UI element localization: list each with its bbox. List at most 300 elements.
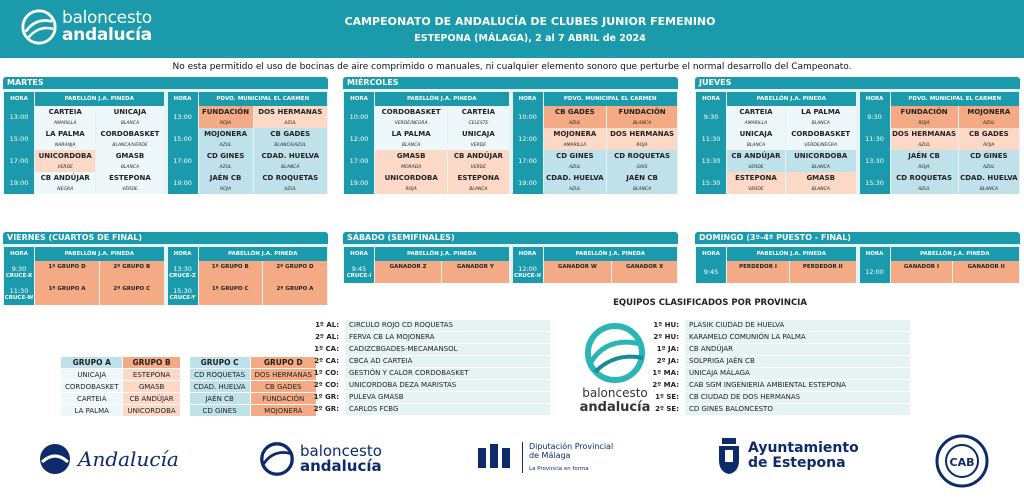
clasificado-position: 2º JA: [656,357,679,365]
clasificado-row [640,356,910,367]
kit-color: BLANCA/AZUL [274,143,307,148]
team-name: FUNDACIÓN [201,108,250,116]
schedule-table [343,92,510,194]
team-name: LA PALMA [45,130,85,138]
clasificado-position: 2º CA: [314,357,339,365]
match-time-value: 11:30 [9,287,29,295]
team-name: GANADOR I [903,264,939,270]
match-row [696,128,856,150]
group-d-header: GRUPO D [251,357,316,368]
cruce-label: CRUCE-Z [169,273,196,279]
team-cell [35,283,99,305]
team-cell [727,150,785,172]
kit-color: BLANCA [120,165,140,170]
clasificado-row [300,356,550,367]
group-cell: FUNDACIÓN [251,393,316,404]
clasificado-team: CD GINES BALONCESTO [685,404,910,415]
kit-color: AZUL [219,143,232,148]
team-name: 1º GRUPO D [48,264,86,270]
day-title: JUEVES [695,77,1020,89]
match-row [4,283,164,305]
team-cell [448,128,508,150]
andalucia-logo [38,442,179,476]
team-cell [35,128,95,150]
match-time-value: 15:30 [173,287,192,295]
kit-color: AZUL [568,187,581,192]
match-row [4,128,164,150]
clasificado-position: 1º SE: [655,393,679,401]
team-cell [199,128,253,150]
team-name: CB GADES [270,130,311,138]
team-cell [891,106,958,128]
venue-header: PABELLÓN J.A. PINEDA [375,247,509,261]
kit-color: AZUL [568,165,581,170]
kit-color: AZUL [568,121,581,126]
clasificado-row [640,368,910,379]
andalucia-icon [38,442,72,476]
clasificado-team: GESTIÓN Y CALOR CORDOBASKET [345,368,550,379]
team-name: 1º GRUPO C [211,286,249,292]
team-name: CD ROQUETAS [614,152,670,160]
team-name: LA PALMA [391,130,431,138]
team-name: GANADOR Z [389,264,427,270]
cruce-label: CRUCE-Y [169,295,196,301]
group-cell: JAÉN CB [190,393,250,404]
match-row [696,172,856,194]
notice-text: No esta permitido el uso de bocinas de aire comprimido o manuales, ni cualquier elemento sonoro que perturbe el normal desarrollo del Campeonato. [172,62,852,72]
clasificado-row [640,392,910,403]
day-title: MARTES [3,77,328,89]
clasificado-team: CBCA AD CARTEIA [345,356,550,367]
match-time [4,283,34,305]
groups-table [60,356,317,417]
group-cell: CDAD. HUELVA [190,381,250,392]
header-banner [0,0,1024,58]
team-name: UNICAJA [113,108,147,116]
venue-header: PABELLÓN J.A. PINEDA [35,92,164,106]
kit-color: AMARILLA [563,143,587,148]
center-logo-line-1: baloncesto [582,386,648,400]
kit-color: BLANCA [632,187,652,192]
kit-color: VERDE [748,165,764,170]
kit-color: VERDE [470,165,487,170]
clasificado-position: 1º JA: [656,345,679,353]
match-time-value: 12:00 [865,268,884,276]
match-time [696,150,726,172]
team-cell [100,283,163,305]
logo-line-2: andalucía [62,25,152,45]
diputacion-line-2: de Málaga [529,451,571,461]
team-name: JAÉN CB [908,152,940,160]
team-cell [35,261,99,283]
team-name: 2º GRUPO C [113,286,151,292]
diputacion-line-1: Diputación Provincial [529,442,614,451]
team-name: GMASB [115,152,145,160]
kit-color: MORADA [401,165,422,170]
team-name: MOJONERA [967,108,1011,116]
team-cell [448,150,508,172]
team-name: GANADOR X [626,264,664,270]
team-cell [254,172,327,194]
clasificado-row [300,344,550,355]
kit-color: AZUL [284,187,297,192]
hora-header: HORA [4,247,34,261]
page-subtitle: ESTEPONA (MÁLAGA), 2 al 7 ABRIL de 2024 [414,33,646,44]
match-time [513,106,543,128]
team-name: CARTEIA [461,108,496,116]
clasificado-position: 1º CO: [313,369,339,377]
team-cell [375,261,441,283]
match-row [344,106,509,128]
kit-color: VERDE/NEGRA [394,121,428,126]
match-time [344,106,374,128]
match-row [860,128,1020,150]
center-logo [565,322,665,415]
team-cell [786,106,856,128]
team-name: CB ANDÚJAR [731,152,781,160]
team-cell [607,172,677,194]
hora-header: HORA [4,92,34,106]
team-cell [96,106,163,128]
diputacion-icon [476,442,518,472]
hora-header: HORA [513,92,543,106]
venue-header: PABELLÓN J.A. PINEDA [727,92,856,106]
cruce-label: CRUCE-W [4,295,34,301]
team-name: UNICORDOBA [384,174,438,182]
day-block-sabado [343,232,678,283]
clasificado-team: UNICAJA MÁLAGA [685,368,910,379]
team-name: 2º GRUPO B [113,264,151,270]
match-row [4,150,164,172]
clasificado-row [300,332,550,343]
schedule-table [859,92,1021,194]
clasificado-row [300,392,550,403]
team-name: UNICORDOBA [38,152,92,160]
clasificado-position: 2º AL: [315,333,339,341]
schedule-table [512,92,679,194]
match-time-value: 17:00 [518,157,537,165]
team-cell [786,150,856,172]
match-row [4,106,164,128]
clasificado-team: SOLPRIGA JAÉN CB [685,356,910,367]
team-name: UNICAJA [462,130,495,138]
kit-color: ROJA [219,121,232,126]
match-time-value: 11:30 [701,135,721,143]
venue-header: PABELLÓN J.A. PINEDA [544,247,678,261]
kit-color: AZUL [219,165,232,170]
kit-color: BLANCA [402,143,421,148]
kit-color: ROJA [918,165,930,170]
clasificado-position: 2º HU: [653,333,679,341]
match-time [344,150,374,172]
group-cell: UNICORDOBA [123,405,179,416]
match-time-value: 17:00 [9,157,29,165]
match-time-value: 15:00 [173,135,192,143]
kit-color: BLANCA [811,165,830,170]
kit-color: GRIS [636,165,648,170]
hora-header: HORA [168,247,198,261]
team-name: UNICAJA [739,130,773,138]
match-row [513,106,678,128]
hora-header: HORA [344,92,374,106]
team-name: CD GINES [556,152,594,160]
kit-color: VERDE [122,187,138,192]
team-name: 1º GRUPO A [48,286,86,292]
coat-of-arms-icon [716,436,742,476]
kit-color: BLANCA/VERDE [112,143,148,148]
match-row [860,150,1020,172]
footer-sponsors [0,430,1024,500]
match-time-value: 13:30 [865,157,884,165]
match-time [4,150,34,172]
team-cell [727,172,785,194]
match-row [860,172,1020,194]
team-name: MOJONERA [204,130,247,138]
team-name: CDAD. HUELVA [261,152,319,160]
kit-color: AZUL [982,121,995,126]
match-time-value: 13:00 [9,113,29,121]
team-cell [544,150,607,172]
clasificado-position: 2º GR: [313,405,339,413]
schedule-table [695,247,857,283]
team-name: JAÉN CB [626,174,658,182]
team-name: GMASB [806,174,835,182]
team-cell [959,128,1019,150]
schedule-table [512,247,679,283]
team-cell [199,283,262,305]
team-name: GANADOR W [557,264,597,270]
kit-color: VERDE [57,165,73,170]
match-row [860,261,1020,283]
club-cab-estepona-logo [935,434,989,492]
kit-color: AZUL [918,187,931,192]
hora-header: HORA [860,92,890,106]
day-title: DOMINGO (3º-4º PUESTO - FINAL) [695,232,1020,244]
group-cell: UNICAJA [61,369,122,380]
team-name: CD GINES [206,152,245,160]
team-cell [953,261,1019,283]
kit-color: AZUL [284,121,297,126]
team-cell [254,128,327,150]
hora-header: HORA [696,92,726,106]
match-time-value: 9:30 [11,265,27,273]
team-cell [612,261,677,283]
team-name: CORDOBASKET [100,130,160,138]
team-cell [35,172,95,194]
match-time [513,172,543,194]
team-cell [254,106,327,128]
schedule-table [3,247,165,305]
match-time-value: 10:00 [518,113,537,121]
venue-header: PDVO. MUNICIPAL EL CARMEN [199,92,328,106]
team-name: CD GINES [970,152,1008,160]
baloncesto-andalucia-logo [20,8,152,46]
match-time [168,128,198,150]
schedule-table [3,92,165,194]
match-row [860,106,1020,128]
group-a-header: GRUPO A [61,357,122,368]
clasificado-team: PLASIK CIUDAD DE HUELVA [685,320,910,331]
clasificados-title: EQUIPOS CLASIFICADOS POR PROVINCIA [613,298,807,308]
kit-color: BLANCA [469,187,488,192]
venue-header: PABELLÓN J.A. PINEDA [35,247,164,261]
match-time [696,106,726,128]
day-block-jueves [695,77,1020,194]
clasificado-position: 1º CA: [314,345,339,353]
team-cell [544,261,612,283]
kit-color: BLANCA [811,187,830,192]
kit-color: BLANCA [120,121,140,126]
clasificado-team: CAB SGM INGENIERIA AMBIENTAL ESTEPONA [685,380,910,391]
schedule-table [167,247,329,305]
team-name: CB ANDÚJAR [40,174,90,182]
team-cell [607,150,677,172]
match-time [344,261,374,283]
match-time [860,261,890,283]
kit-color: ROJA [918,121,930,126]
match-time [4,172,34,194]
team-cell [727,261,789,283]
kit-color: NARANJA [54,143,76,148]
team-name: ESTEPONA [457,174,500,182]
match-time [4,128,34,150]
footer-logo-line-2: andalucía [300,457,382,475]
andalucia-text: Andalucía [78,447,179,471]
team-name: CDAD. HUELVA [960,174,1018,182]
team-name: LA PALMA [801,108,841,116]
team-name: DOS HERMANAS [610,130,675,138]
team-name: CB ANDÚJAR [453,152,503,160]
team-cell [254,150,327,172]
match-row [4,172,164,194]
team-name: DOS HERMANAS [892,130,957,138]
match-time [860,128,890,150]
team-cell [199,150,253,172]
clasificado-row [300,404,550,415]
group-cell: CD GINES [190,405,250,416]
schedule-table [343,247,510,283]
clasificado-row [640,332,910,343]
team-name: PERDEDOR I [739,264,777,270]
day-title: SÁBADO (SEMIFINALES) [343,232,678,244]
match-time-value: 15:30 [701,179,721,187]
venue-header: PABELLÓN J.A. PINEDA [891,247,1020,261]
kit-color: BLANCA [979,187,998,192]
team-cell [959,106,1019,128]
clasificado-position: 2º CO: [313,381,339,389]
match-time [168,283,198,305]
clasificado-position: 1º AL: [315,321,339,329]
match-time-value: 19:00 [518,179,537,187]
clasificado-team: CIRCULO ROJO CD ROQUETAS [345,320,550,331]
team-name: CDAD. HUELVA [546,174,604,182]
team-cell [544,106,607,128]
team-name: CD ROQUETAS [896,174,952,182]
team-cell [891,150,958,172]
match-time [168,172,198,194]
venue-header: PABELLÓN J.A. PINEDA [727,247,856,261]
team-cell [607,128,677,150]
clasificado-team: CB CIUDAD DE DOS HERMANAS [685,392,910,403]
match-time-value: 12:00 [518,135,537,143]
match-row [168,106,328,128]
kit-color: VERDE [748,187,764,192]
team-cell [263,261,327,283]
match-time-value: 9:30 [703,113,719,121]
group-cell: LA PALMA [61,405,122,416]
team-cell [96,128,163,150]
schedule-table [167,92,329,194]
clasificado-team: CB ANDÚJAR [685,344,910,355]
match-time-value: 15:30 [865,179,884,187]
kit-color: BLANCA [632,121,652,126]
group-cell: CORDOBASKET [61,381,122,392]
team-name: CARTEIA [48,108,82,116]
cruce-label: CRUCE-II [514,273,541,279]
team-name: JAÉN CB [209,174,242,182]
match-time [513,128,543,150]
clasificado-row [300,320,550,331]
team-cell [727,106,785,128]
match-row [696,106,856,128]
basketball-wave-icon [579,322,651,384]
match-time-value: 12:00 [518,265,537,273]
team-name: CARTEIA [739,108,773,116]
match-time [4,106,34,128]
match-row [168,172,328,194]
match-time-value: 15:00 [9,135,29,143]
page-title: CAMPEONATO DE ANDALUCÍA DE CLUBES JUNIOR FEMENINO [344,15,716,28]
match-time-value: 11:30 [865,135,884,143]
team-cell [199,106,253,128]
match-time [860,150,890,172]
team-cell [790,261,855,283]
match-row [696,150,856,172]
match-time [168,150,198,172]
team-name: MOJONERA [553,130,597,138]
hora-header: HORA [696,247,726,261]
match-time-value: 10:00 [349,113,369,121]
hora-header: HORA [513,247,543,261]
clasificado-row [300,380,550,391]
baloncesto-andalucia-footer-logo [258,440,382,478]
kit-color: ROJA [983,143,995,148]
match-time-value: 9:30 [867,113,882,121]
match-row [168,261,328,283]
match-time-value: 13:00 [173,113,192,121]
match-time-value: 12:00 [349,135,369,143]
clasificado-position: 1º HU: [653,321,679,329]
kit-color: AMARILLA [744,121,768,126]
match-row [696,261,856,283]
clasificado-row [300,368,550,379]
match-row [344,172,509,194]
match-row [344,150,509,172]
match-row [168,128,328,150]
match-row [513,261,678,283]
match-time [4,261,34,283]
hora-header: HORA [344,247,374,261]
team-cell [891,128,958,150]
clasificado-row [640,380,910,391]
day-block-martes [3,77,328,194]
clasificados-left [300,320,550,416]
kit-color: AZUL [918,143,931,148]
kit-color: CELESTE [468,121,489,126]
team-cell [959,150,1019,172]
group-cell: CB ANDÚJAR [123,393,179,404]
match-row [168,283,328,305]
